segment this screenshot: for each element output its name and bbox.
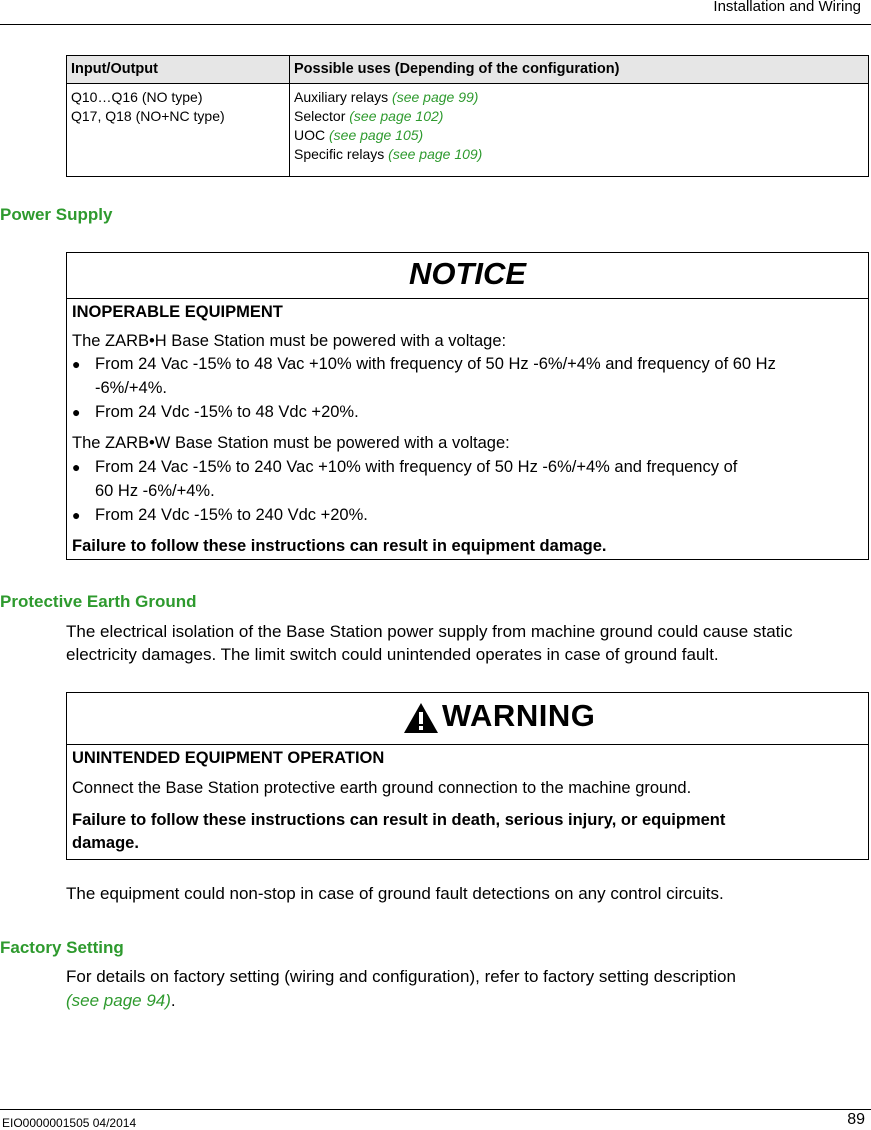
warning-text: Connect the Base Station protective earth ground connection to the machine ground.	[72, 779, 692, 797]
see-page-link[interactable]: (see page 99)	[392, 89, 479, 105]
table-header-cell: Input/Output	[67, 56, 290, 84]
use-label: UOC	[294, 127, 329, 143]
warning-subtitle: UNINTENDED EQUIPMENT OPERATION	[72, 749, 385, 767]
notice-subtitle: INOPERABLE EQUIPMENT	[72, 303, 283, 321]
warning-header	[67, 693, 868, 745]
warning-box	[66, 692, 869, 860]
output-type-line: Q10…Q16 (NO type)	[71, 89, 203, 105]
use-line	[294, 126, 868, 145]
warning-triangle-icon	[403, 702, 439, 734]
bullet-dot-icon: ●	[72, 356, 81, 372]
body-paragraph-line: The equipment could non-stop in case of ground fault detections on any control circuits.	[66, 884, 724, 903]
body-paragraph-line: electricity damages. The limit switch could unintended operates in case of ground fault.	[66, 645, 719, 664]
table-header-row	[67, 56, 869, 84]
sentence-end: .	[170, 991, 176, 1010]
see-page-link[interactable]: (see page 102)	[349, 108, 444, 124]
warning-failure-continuation: damage.	[72, 834, 139, 852]
warning-body	[67, 745, 868, 860]
table-cell-uses	[290, 84, 869, 177]
notice-bullet-continuation: -6%/+4%.	[95, 379, 167, 397]
bullet-dot-icon: ●	[72, 459, 81, 475]
bullet-dot-icon: ●	[72, 404, 81, 420]
output-type-line: Q17, Q18 (NO+NC type)	[71, 108, 225, 124]
use-line	[294, 107, 868, 126]
section-heading-factory-setting: Factory Setting	[0, 938, 124, 957]
notice-text: The ZARB•W Base Station must be powered with a voltage:	[72, 434, 510, 452]
see-page-link[interactable]: (see page 105)	[329, 127, 424, 143]
footer-divider	[0, 1109, 871, 1110]
notice-bullet: From 24 Vdc -15% to 240 Vdc +20%.	[95, 506, 368, 524]
section-heading-power-supply: Power Supply	[0, 205, 113, 224]
body-paragraph-line: The electrical isolation of the Base Station power supply from machine ground could cause static	[66, 622, 793, 641]
warning-failure-statement: Failure to follow these instructions can result in death, serious injury, or equipment	[72, 811, 726, 829]
notice-text: The ZARB•H Base Station must be powered with a voltage:	[72, 332, 507, 350]
bullet-dot-icon: ●	[72, 507, 81, 523]
notice-title: NOTICE	[67, 253, 868, 299]
notice-bullet: From 24 Vac -15% to 240 Vac +10% with frequency of 50 Hz -6%/+4% and frequency of	[95, 458, 738, 476]
table-row	[67, 84, 869, 177]
use-label: Auxiliary relays	[294, 89, 393, 105]
notice-failure-statement: Failure to follow these instructions can result in equipment damage.	[72, 537, 607, 555]
use-label: Specific relays	[294, 146, 389, 162]
table-header-cell: Possible uses (Depending of the configuration)	[290, 56, 869, 84]
use-label: Selector	[294, 108, 350, 124]
running-header: Installation and Wiring	[713, 0, 861, 15]
header-divider	[0, 24, 871, 25]
see-page-link[interactable]: (see page 94)	[66, 991, 171, 1010]
notice-bullet: From 24 Vac -15% to 48 Vac +10% with frequency of 50 Hz -6%/+4% and frequency of 60 Hz	[95, 355, 776, 373]
page-number: 89	[847, 1111, 865, 1128]
body-paragraph-line: For details on factory setting (wiring and configuration), refer to factory setting description	[66, 967, 736, 986]
warning-title: WARNING	[442, 698, 596, 733]
use-line	[294, 88, 868, 107]
notice-bullet: From 24 Vdc -15% to 48 Vdc +20%.	[95, 403, 359, 421]
notice-box	[66, 252, 869, 560]
table-cell-outputs	[67, 84, 290, 177]
notice-body	[67, 299, 868, 559]
section-heading-protective-earth: Protective Earth Ground	[0, 592, 197, 611]
see-page-link[interactable]: (see page 109)	[388, 146, 483, 162]
use-line	[294, 145, 868, 164]
io-uses-table	[66, 55, 869, 177]
notice-bullet-continuation: 60 Hz -6%/+4%.	[95, 482, 215, 500]
document-reference: EIO0000001505 04/2014	[2, 1116, 137, 1130]
body-paragraph-line	[66, 991, 176, 1011]
